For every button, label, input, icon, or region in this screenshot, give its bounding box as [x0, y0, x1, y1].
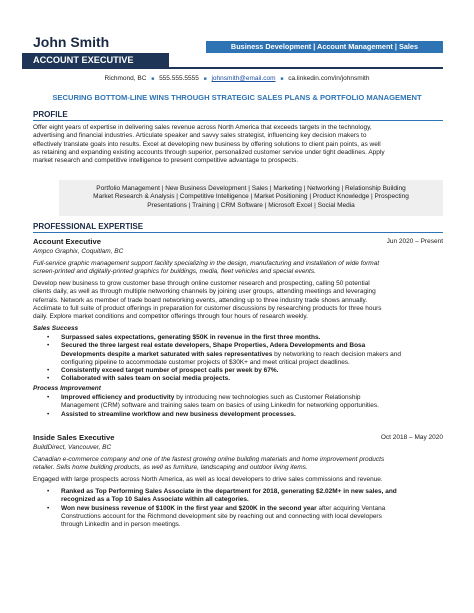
profile-text	[33, 124, 443, 165]
subheading-sales-success: Sales Success	[33, 325, 79, 332]
profile-line: Offer eight years of expertise in delivering sales revenue across North America that exceeds targets in the technology,	[33, 124, 372, 131]
summary-line: daily. Explore market conditions and competitor offerings through four hours of research weekly.	[33, 313, 308, 321]
job-summary	[33, 280, 443, 321]
square-bullet-icon: ■	[151, 76, 155, 82]
section-rule	[33, 120, 443, 121]
summary-line: clients daily, as well as through multiple networking channels by joining user groups, attending meetings and leveraging	[33, 288, 376, 296]
bullet-bold: recognized as a Top 10 Sales Associate within all categories.	[61, 496, 249, 504]
job-dates: Oct 2018 – May 2020	[380, 434, 443, 441]
square-bullet-icon: ■	[280, 76, 284, 82]
company-name: Ampco Graphix, Coquitlam, BC	[33, 248, 124, 255]
description-line: retailer. Sells home building products, as well as furniture, landscaping and outdoor living items.	[33, 464, 308, 472]
job-title-banner: ACCOUNT EXECUTIVE	[22, 53, 169, 67]
job-dates: Jun 2020 – Present	[386, 238, 443, 245]
bullet-text: by introducing new technologies such as Customer Relationship	[174, 394, 361, 401]
list-item	[45, 411, 443, 419]
list-item	[45, 367, 443, 375]
skill-separator: |	[311, 42, 318, 51]
contact-email-link[interactable]: johnsmith@email.com	[211, 75, 276, 82]
bullet-text: Management (CRM) software and training sales team on basics of using LinkedIn for networking opportunities.	[61, 402, 379, 410]
summary-line: Develop new business to grow customer base through online customer research and prospecting, calling 50 potential	[33, 280, 370, 287]
bullet-icon: •	[47, 488, 50, 495]
bullet-icon: •	[47, 410, 50, 418]
job-summary	[33, 476, 443, 484]
contact-location: Richmond, BC	[104, 75, 147, 82]
competency-line: Portfolio Management | New Business Development | Sales | Marketing | Networking | Relationship Building	[96, 185, 406, 192]
list-item	[45, 394, 443, 411]
description-line: Full-service graphic management support facility specializing in the design, manufacturing and installation of wide format	[33, 260, 380, 267]
bullet-icon: •	[47, 394, 50, 401]
bullet-icon: •	[47, 334, 50, 341]
summary-line: Engaged with large prospects across North America, as well as local developers to drive sales commissions and revenue.	[33, 476, 383, 483]
profile-line: market research and competitive intelligence to present competitive advantage to prospects.	[33, 157, 299, 165]
profile-line: advertising and financial industries. Articulate speaker and savvy sales strategist, influencing key decision makers to	[33, 132, 367, 140]
bullet-text: after acquiring Ventana	[316, 504, 386, 512]
core-competencies-box	[59, 180, 443, 216]
bullet-bold: Surpassed sales expectations, generating $50K in revenue in the first three months.	[61, 334, 321, 341]
bullet-icon: •	[47, 342, 50, 350]
skill-item: Business Development	[230, 42, 312, 51]
contact-line	[0, 75, 474, 82]
subheading-process-improvement: Process Improvement	[33, 385, 101, 392]
section-title-profile: PROFILE	[33, 110, 68, 119]
square-bullet-icon: ■	[203, 76, 207, 82]
skill-separator: |	[392, 42, 399, 51]
bullet-bold: Ranked as Top Performing Sales Associate in the department for 2018, generating $2.02M+ in new sales, and	[61, 488, 397, 495]
job-title: Account Executive	[33, 237, 101, 246]
headline: SECURING BOTTOM-LINE WINS THROUGH STRATEGIC SALES PLANS & PORTFOLIO MANAGEMENT	[52, 93, 422, 102]
bullet-bold: Assisted to streamline workflow and new business development processes.	[61, 410, 296, 418]
contact-phone: 555.555.5555	[159, 75, 199, 82]
company-description	[33, 456, 443, 473]
company-description	[33, 260, 443, 277]
summary-line: referrals. Network as member of trade board networking events, attending up to three industry trade shows annually.	[33, 296, 368, 304]
contact-linkedin[interactable]: ca.linkedin.com/in/johnsmith	[288, 75, 370, 82]
bullet-bold: Collaborated with sales team on social media projects.	[61, 375, 231, 383]
profile-line: as retaining and expanding existing accounts through superior, personalized customer service under tight deadlines. Apply	[33, 148, 385, 156]
bullet-text: by networking to reach decision makers and	[272, 350, 401, 358]
job-title: Inside Sales Executive	[33, 433, 115, 442]
bullet-bold: Secured the three largest real estate developers, Shape Properties, Adera Developments and Bosa	[61, 342, 366, 350]
bullet-text: Constructions account for the Richmond development site by reaching out and connecting with local developers	[61, 512, 382, 520]
bullet-bold: Developments despite a market saturated with sales representatives	[61, 350, 273, 358]
competency-line: Market Research & Analysis | Competitive Intelligence | Market Positioning | Product Knowledge | Prospecting	[93, 193, 409, 201]
header-skills-bar	[206, 41, 443, 53]
list-item	[45, 334, 443, 342]
bullet-bold: Won new business revenue of $100K in the first year and $200K in the second year	[61, 504, 317, 512]
section-title-experience: PROFESSIONAL EXPERTISE	[33, 222, 144, 231]
bullet-bold: Consistently exceed target number of prospect calls per week by 67%.	[61, 367, 279, 375]
description-line: screen-printed and digitally-printed graphics for buildings, media, fleet vehicles and special events.	[33, 268, 316, 276]
description-line: Canadian e-commerce company and one of the fastest growing online building materials and home improvement products	[33, 456, 385, 463]
summary-line: Acclimate to full suite of product offerings in preparation for customer discussions by researching products for three hours	[33, 304, 382, 312]
profile-line: effectively translate goals into results. Excel at developing new business by offering solutions to client pain points, as well	[33, 140, 381, 148]
section-rule	[33, 232, 443, 233]
bullet-icon: •	[47, 367, 50, 375]
process-improvement-list	[45, 394, 443, 419]
sales-success-list	[45, 334, 443, 384]
achievements-list	[45, 488, 443, 529]
bullet-text: configuring pipeline to accommodate customer projects of $30K+ and meet critical project deadlines.	[61, 358, 350, 366]
candidate-name: John Smith	[33, 34, 110, 50]
bullet-icon: •	[47, 375, 50, 383]
bullet-text: through LinkedIn and in person meetings.	[61, 521, 181, 529]
header-divider	[22, 67, 443, 69]
skill-item: Account Management	[317, 42, 393, 51]
list-item	[45, 375, 443, 383]
bullet-bold: Improved efficiency and productivity	[61, 394, 175, 401]
skill-item: Sales	[398, 42, 419, 51]
list-item	[45, 342, 443, 367]
list-item	[45, 488, 443, 505]
competency-line: Presentations | Training | CRM Software | Microsoft Excel | Social Media	[147, 201, 355, 209]
list-item	[45, 505, 443, 530]
bullet-icon: •	[47, 504, 50, 512]
company-name: BuildDirect, Vancouver, BC	[33, 444, 112, 451]
